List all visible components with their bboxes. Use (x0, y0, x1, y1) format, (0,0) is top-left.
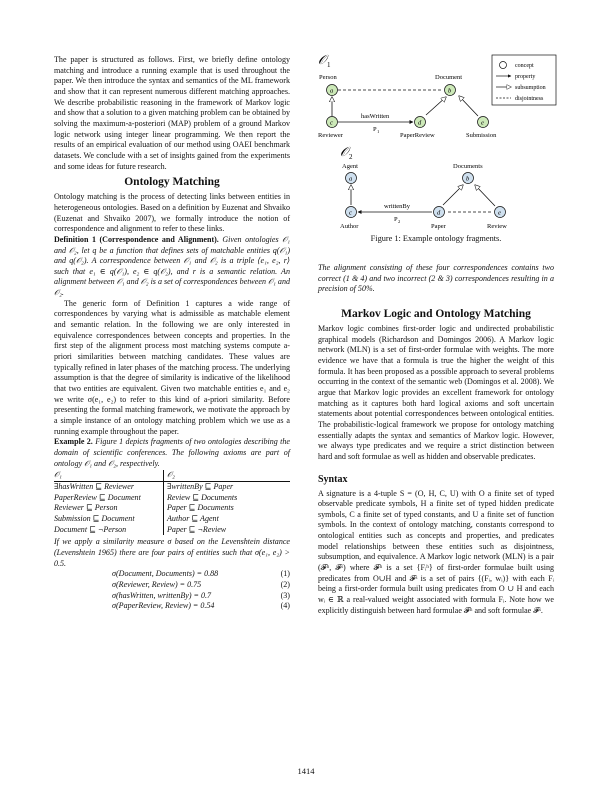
svg-text:2: 2 (398, 219, 401, 224)
node-b1 (445, 85, 456, 96)
axioms-header-o1: 𝒪₁ (54, 470, 164, 482)
figure-caption: Figure 1: Example ontology fragments. (370, 234, 502, 243)
similarity-paragraph: If we apply a similarity measure σ based on the Levenshtein distance (Levenshtein 1965) there are four pairs of entities such that σ(e₁, e₂) > 0.5. (54, 537, 290, 568)
left-column (54, 55, 290, 612)
axiom-left-2: PaperReview ⊑ Document (54, 493, 164, 504)
axiom-left-3: Reviewer ⊑ Person (54, 503, 164, 514)
example-2 (54, 437, 290, 469)
node-a1 (327, 85, 338, 96)
definition-label: Definition 1 (Correspondence and Alignment). (54, 234, 219, 244)
node-c2 (346, 207, 357, 218)
label-submission: Submission (466, 132, 497, 139)
equation-number: (1) (280, 569, 290, 579)
svg-text:disjointness: disjointness (515, 96, 544, 102)
svg-text:subsumption: subsumption (515, 85, 546, 91)
equation-number: (2) (280, 579, 290, 589)
label-person: Person (319, 74, 337, 81)
equation-4 (54, 601, 290, 612)
node-d2 (434, 207, 445, 218)
node-b2 (463, 173, 474, 184)
axiom-left-1: ∃hasWritten ⊑ Reviewer (54, 482, 164, 493)
svg-text:b: b (466, 175, 470, 183)
o2-label-sub: 2 (349, 153, 353, 161)
svg-text:1: 1 (377, 129, 380, 134)
edge-submission-document (459, 96, 478, 116)
page-number: 1414 (297, 766, 315, 776)
node-e1 (478, 117, 489, 128)
svg-text:a: a (330, 87, 334, 95)
definition-1 (54, 235, 290, 299)
subsection-title-syntax: Syntax (318, 473, 348, 485)
node-c1 (327, 117, 338, 128)
axiom-right-3: Paper ⊑ Documents (167, 503, 234, 513)
svg-text:concept: concept (515, 63, 534, 69)
label-paper: Paper (431, 223, 446, 230)
svg-text:e: e (481, 119, 484, 127)
equation-expr: σ(Reviewer, Review) = 0.75 (112, 579, 202, 589)
o2-label: 𝒪 (340, 144, 349, 159)
label-haswritten: hasWritten (361, 113, 390, 120)
label-p2: P (394, 216, 398, 223)
axioms-table (54, 470, 290, 535)
label-author: Author (340, 223, 359, 230)
label-agent: Agent (342, 163, 358, 170)
figure-legend (492, 55, 556, 105)
axiom-right-1: ∃writtenBy ⊑ Paper (167, 481, 234, 491)
equation-expr: σ(Document, Documents) = 0.88 (112, 569, 219, 579)
equation-expr: σ(PaperReview, Review) = 0.54 (112, 601, 215, 611)
svg-text:d: d (437, 209, 441, 217)
syntax-paragraph: A signature is a 4-tuple S = (O, H, C, U) with O a finite set of typed observable predicate symbols, H a finite set of typed hidden predicate symbols, C a finite set of typed constants, and U a finite set of function symbols. In the context of ontology matching, constants correspond to ontological entities such as concepts and properties, and predicates model relationships between these entities such as disjointness, subsumption, and equivalence. A Markov logic network (MLN) is a pair (𝓕ʰ, 𝓕ˢ) where 𝓕ʰ is a set {Fᵢʰ} of first-order formulae built using predicates from O∪H and 𝓕ˢ is a set of pairs {(Fᵢ, wᵢ)} with each Fᵢ being a first-order formula built using predicates from O ∪ H and each wᵢ ∈ ℝ a real-valued weight associated with formula Fᵢ. Note how we explicitly distinguish between hard formulae 𝓕ʰ and soft formulae 𝓕ˢ. (318, 488, 554, 615)
o1-label: 𝒪 (318, 52, 327, 67)
right-column (318, 263, 554, 616)
section-title-ontology-matching: Ontology Matching (124, 176, 220, 189)
equation-number: (4) (280, 601, 290, 611)
section-title-markov-logic: Markov Logic and Ontology Matching (341, 307, 531, 320)
svg-text:c: c (330, 119, 333, 127)
svg-text:c: c (349, 209, 352, 217)
equation-number: (3) (280, 590, 290, 600)
equation-expr: σ(hasWritten, writtenBy) = 0.7 (112, 590, 212, 600)
node-a2 (346, 173, 357, 184)
o1-label-sub: 1 (327, 61, 331, 69)
label-documents: Documents (453, 163, 483, 170)
svg-text:a: a (349, 175, 353, 183)
svg-text:e: e (498, 209, 501, 217)
label-writtenby: writtenBy (384, 203, 410, 210)
svg-text:property: property (515, 74, 536, 80)
axiom-right-2: Review ⊑ Documents (167, 492, 238, 502)
axiom-left-4: Submission ⊑ Document (54, 514, 164, 525)
svg-text:d: d (418, 119, 422, 127)
figure-1-ontology-fragments (310, 48, 560, 248)
example-text: Figure 1 depicts fragments of two ontologies describing the domain of scientific conferences. The following axioms are part of ontology 𝒪₁ and 𝒪₂, respectively. (54, 437, 290, 468)
label-review: Review (487, 223, 507, 230)
svg-text:b: b (448, 87, 452, 95)
edge-paperreview-document (426, 97, 446, 115)
equation-3 (54, 591, 290, 602)
alignment-paragraph: The alignment consisting of these four correspondences contains two correct (1 & 4) and two incorrect (2 & 3) correspondences resulting in a precision of 50%. (318, 263, 554, 294)
generic-form-paragraph: The generic form of Definition 1 captures a wide range of correspondences by varying what is admissible as matchable element and semantic relation. In the following we are only interested in equivalence correspondences between concepts and properties. In the first step of the alignment process most matching systems compute a-priori similarities between matching candidates. These values are typically refined in later phases of the matching process. The underlying assumption is that the degree of similarity is indicative of the likelihood that two entities are equivalent. Given two matchable entities e₁ and e₂ we write σ(e₁, e₂) to refer to this kind of a-priori similarity. Before presenting the formal matching framework, we motivate the approach by a simple instance of an ontology matching problem which we use as a running example throughout the paper. (54, 298, 290, 436)
equation-2 (54, 580, 290, 591)
edge-review-documents (475, 185, 495, 206)
label-reviewer: Reviewer (318, 132, 343, 139)
axiom-right-4: Author ⊑ Agent (167, 513, 219, 523)
legend-concept-icon (500, 62, 507, 69)
label-paperreview: PaperReview (400, 132, 435, 139)
definition-text: Given ontologies 𝒪₁ and 𝒪₂, let q be a function that defines sets of matchable entities q(𝒪₁) and q(𝒪₂). A correspondence between 𝒪₁ and 𝒪₂ is a triple ⟨e₁, e₂, r⟩ such that e₁ ∈ q(𝒪₁), e₂ ∈ q(𝒪₂), and r is a semantic relation. An alignment between 𝒪₁ and 𝒪₂ is a set of correspondences between 𝒪₁ and 𝒪₂. (54, 234, 291, 298)
axioms-header-o2: 𝒪₂ (164, 470, 290, 482)
label-document: Document (435, 74, 463, 81)
node-d1 (415, 117, 426, 128)
node-e2 (495, 207, 506, 218)
axiom-left-5: Document ⊑ ¬Person (54, 525, 164, 536)
ontology-matching-paragraph: Ontology matching is the process of detecting links between entities in heterogeneous ontologies. Based on a definition by Euzenat and Shvaiko (Euzenat and Shvaiko 2007), we formally introduce the notion of correspondence and alignment to refer to these links. (54, 192, 290, 234)
axiom-right-5: Paper ⊑ ¬Review (167, 524, 227, 534)
example-label: Example 2. (54, 437, 93, 447)
label-p1: P (373, 126, 377, 133)
equation-1 (54, 569, 290, 580)
intro-paragraph: The paper is structured as follows. First, we briefly define ontology matching and introduce a running example that is used throughout the paper. We then introduce the syntax and semantics of the ML framework and show that it can represent numerous different matching approaches. We describe probabilistic reasoning in the framework of Markov logic and show that a solution to a given matching problem can be obtained by solving the maximum-a-posteriori (MAP) problem of a ground Markov logic network using integer linear programming. We then report the results of an empirical evaluation of our method using OAEI benchmark datasets. We conclude with a set of insights gained from the experiments and some ideas for future research. (54, 55, 290, 171)
edge-paper-documents (443, 185, 463, 205)
markov-logic-paragraph: Markov logic combines first-order logic and undirected probabilistic graphical models (Richardson and Domingos 2006). A Markov logic network (MLN) is a set of first-order formulae with weights. The more evidence we have that a formula is true the higher the weight of this formula. It has been proposed as a possible approach to several problems occurring in the context of the semantic web (Domingos et al. 2008). We argue that Markov logic provides an excellent framework for ontology matching as it captures both hard logical axioms and soft uncertain statements about potential correspondences between ontological entities. The probabilistic-logical framework we propose for ontology matching essentially adapts the syntax and semantics of Markov logic. However, we always type predicates and we require a strict distinction between hard and soft formulae as well as hidden and observable predicates. (318, 323, 554, 461)
